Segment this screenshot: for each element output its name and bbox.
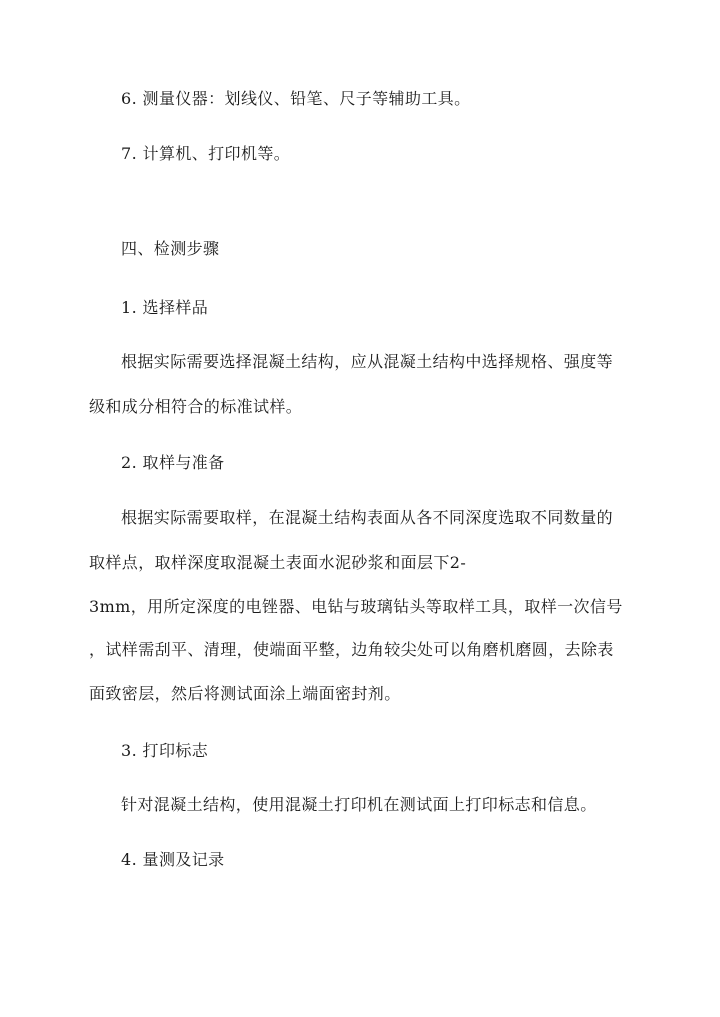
step-heading-4: 4. 量测及记录 — [121, 850, 225, 869]
step-heading-1: 1. 选择样品 — [121, 298, 209, 317]
paragraph-line: ，试样需刮平、清理，使端面平整，边角较尖处可以角磨机磨圆，去除表 — [89, 640, 614, 659]
step-heading-2: 2. 取样与准备 — [121, 453, 225, 472]
paragraph-line: 3mm，用所定深度的电锉器、电钻与玻璃钻头等取样工具，取样一次信号 — [89, 597, 623, 616]
paragraph-line: 针对混凝土结构，使用混凝土打印机在测试面上打印标志和信息。 — [121, 795, 597, 814]
paragraph-line: 级和成分相符合的标准试样。 — [89, 397, 303, 416]
paragraph-line: 取样点，取样深度取混凝土表面水泥砂浆和面层下2- — [89, 553, 467, 572]
paragraph-line: 面致密层，然后将测试面涂上端面密封剂。 — [89, 684, 401, 703]
step-heading-3: 3. 打印标志 — [121, 741, 209, 760]
list-item-6: 6. 测量仪器：划线仪、铅笔、尺子等辅助工具。 — [121, 89, 471, 108]
list-item-7: 7. 计算机、打印机等。 — [121, 144, 291, 163]
section-heading: 四、检测步骤 — [121, 239, 220, 258]
paragraph-line: 根据实际需要选择混凝土结构，应从混凝土结构中选择规格、强度等 — [121, 352, 614, 371]
paragraph-line: 根据实际需要取样，在混凝土结构表面从各不同深度选取不同数量的 — [121, 508, 614, 527]
